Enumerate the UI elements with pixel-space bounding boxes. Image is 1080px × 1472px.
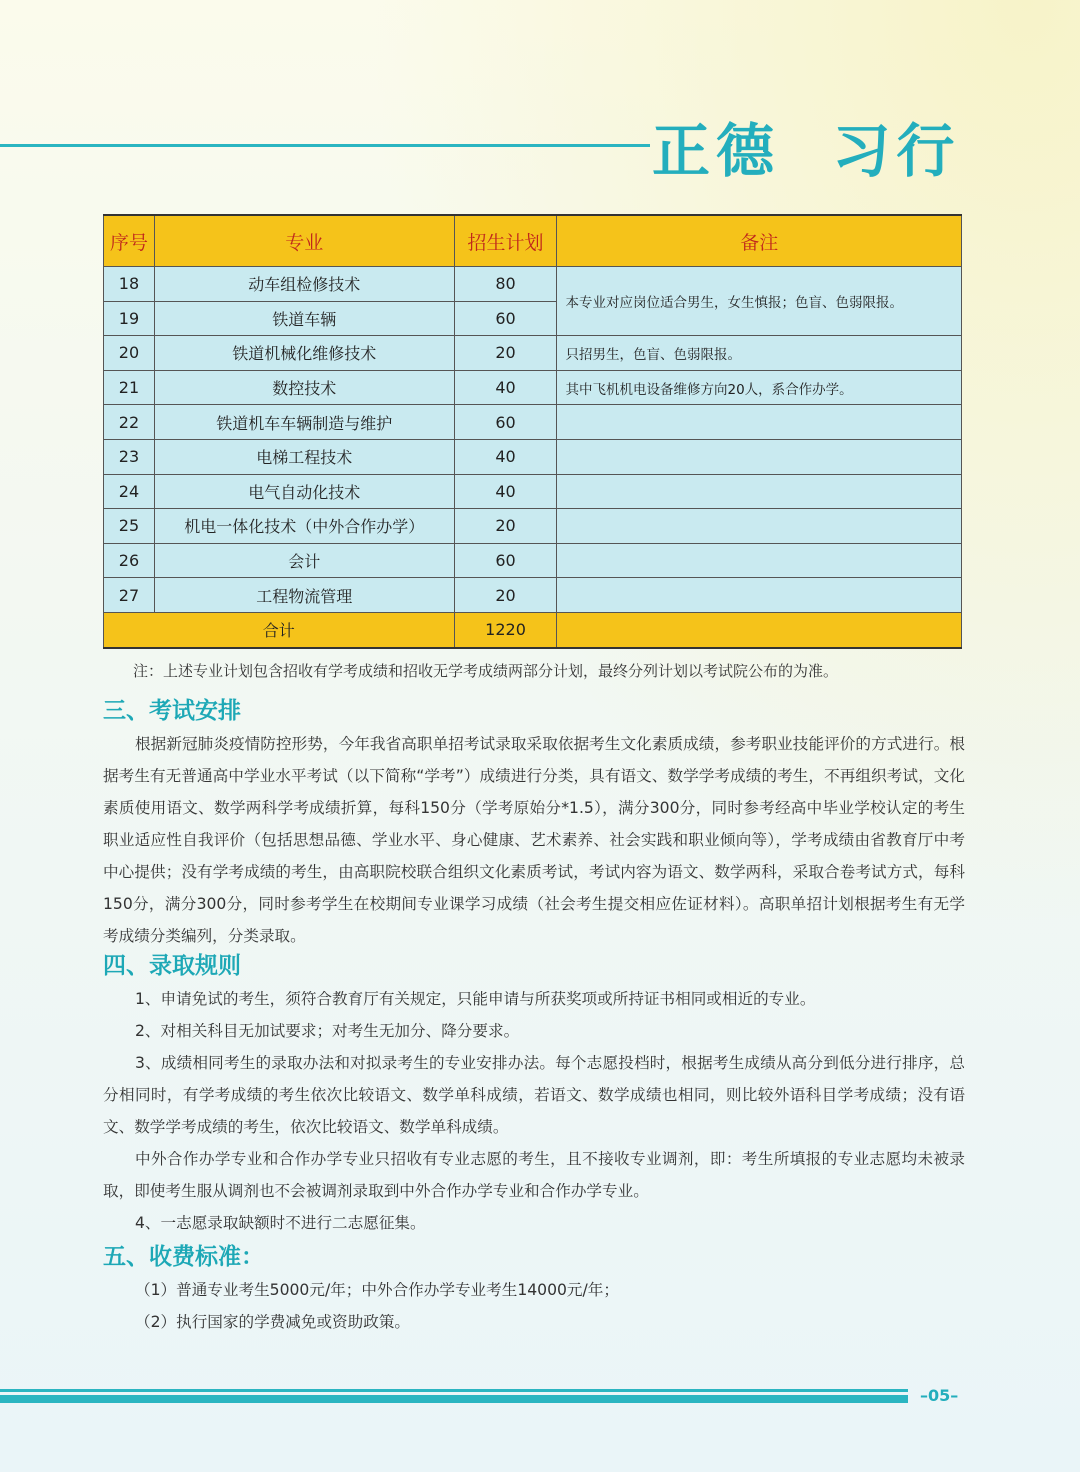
- header-no: 序号: [104, 215, 155, 267]
- row-plan: 60: [454, 405, 557, 440]
- row-plan: 20: [454, 578, 557, 613]
- row-major: 铁道机械化维修技术: [154, 336, 454, 371]
- row-remark: 只招男生，色盲、色弱限报。: [557, 336, 962, 371]
- table-row: [104, 578, 962, 613]
- row-remark: [557, 405, 962, 440]
- table-row: [104, 405, 962, 440]
- row-major: 数控技术: [154, 370, 454, 405]
- row-remark: [557, 509, 962, 544]
- enrollment-table: [103, 214, 962, 649]
- row-no: 25: [104, 509, 155, 544]
- row-no: 24: [104, 474, 155, 509]
- row-major: 会计: [154, 543, 454, 578]
- section-title: 三、考试安排: [103, 698, 241, 724]
- row-remark: [557, 578, 962, 613]
- row-plan: 80: [454, 267, 557, 302]
- row-major: 机电一体化技术（中外合作办学）: [154, 509, 454, 544]
- row-plan: 40: [454, 439, 557, 474]
- row-remark: 其中飞机机电设备维修方向20人，系合作办学。: [557, 370, 962, 405]
- section-title: 五、收费标准：: [103, 1244, 264, 1270]
- table-row: [104, 474, 962, 509]
- row-plan: 60: [454, 543, 557, 578]
- row-no: 19: [104, 301, 155, 336]
- header-remark: 备注: [557, 215, 962, 267]
- table-row: [104, 336, 962, 371]
- footer-bar: [0, 1389, 908, 1403]
- row-no: 22: [104, 405, 155, 440]
- table-row: [104, 370, 962, 405]
- row-major: 铁道机车车辆制造与维护: [154, 405, 454, 440]
- row-plan: 20: [454, 509, 557, 544]
- page-number: –05–: [920, 1386, 959, 1405]
- row-no: 20: [104, 336, 155, 371]
- row-major: 铁道车辆: [154, 301, 454, 336]
- section-exam-arrangement: [103, 694, 965, 952]
- header-line: [0, 144, 650, 147]
- table-footnote: 注：上述专业计划包含招收有学考成绩和招收无学考成绩两部分计划，最终分列计划以考试院公布的为准。: [133, 662, 839, 680]
- table-header-row: [104, 215, 962, 267]
- row-no: 18: [104, 267, 155, 302]
- total-remark: [557, 612, 962, 648]
- row-major: 工程物流管理: [154, 578, 454, 613]
- table-row: [104, 439, 962, 474]
- row-no: 21: [104, 370, 155, 405]
- row-plan: 40: [454, 474, 557, 509]
- row-major: 电梯工程技术: [154, 439, 454, 474]
- total-label: 合计: [104, 612, 455, 648]
- fee-item: （1）普通专业考生5000元/年；中外合作办学专业考生14000元/年；: [135, 1281, 619, 1299]
- table-row: [104, 509, 962, 544]
- row-no: 23: [104, 439, 155, 474]
- rule-item: 3、成绩相同考生的录取办法和对拟录考生的专业安排办法。每个志愿投档时，根据考生成绩从高分到低分进行排序，总分相同时，有学考成绩的考生依次比较语文、数学单科成绩，若语文、数学成绩也相同，则比较外语科目学考成绩；没有语文、数学学考成绩的考生，依次比较语文、数学单科成绩。: [103, 1054, 965, 1136]
- total-row: [104, 612, 962, 648]
- row-no: 27: [104, 578, 155, 613]
- rule-item: 4、一志愿录取缺额时不进行二志愿征集。: [135, 1214, 426, 1232]
- table-row: [104, 267, 962, 302]
- rule-item: 中外合作办学专业和合作办学专业只招收有专业志愿的考生，且不接收专业调剂，即：考生所填报的专业志愿均未被录取，即使考生服从调剂也不会被调剂录取到中外合作办学专业和合作办学专业。: [103, 1150, 965, 1200]
- section-admission-rules: [103, 949, 965, 1239]
- section-body: 根据新冠肺炎疫情防控形势，今年我省高职单招考试录取采取依据考生文化素质成绩，参考职业技能评价的方式进行。根据考生有无普通高中学业水平考试（以下简称“学考”）成绩进行分类，具有语文、数学学考成绩的考生，不再组织考试，文化素质使用语文、数学两科学考成绩折算，每科150分（学考原始分*1.5），满分300分，同时参考经高中毕业学校认定的考生职业适应性自我评价（包括思想品德、学业水平、身心健康、艺术素养、社会实践和职业倾向等），学考成绩由省教育厅中考中心提供；没有学考成绩的考生，由高职院校联合组织文化素质考试，考试内容为语文、数学两科，采取合卷考试方式，每科150分，满分300分，同时参考学生在校期间专业课学习成绩（社会考生提交相应佐证材料）。高职单招计划根据考生有无学考成绩分类编列，分类录取。: [103, 735, 965, 945]
- row-remark: 本专业对应岗位适合男生，女生慎报；色盲、色弱限报。: [557, 267, 962, 336]
- row-major: 电气自动化技术: [154, 474, 454, 509]
- row-plan: 40: [454, 370, 557, 405]
- header-major: 专业: [154, 215, 454, 267]
- row-major: 动车组检修技术: [154, 267, 454, 302]
- row-plan: 60: [454, 301, 557, 336]
- rule-item: 1、申请免试的考生，须符合教育厅有关规定，只能申请与所获奖项或所持证书相同或相近的专业。: [135, 990, 816, 1008]
- total-value: 1220: [454, 612, 557, 648]
- motto-title: 正德 习行: [652, 117, 961, 185]
- header-plan: 招生计划: [454, 215, 557, 267]
- rule-item: 2、对相关科目无加试要求；对考生无加分、降分要求。: [135, 1022, 520, 1040]
- section-fees: [103, 1240, 965, 1338]
- row-remark: [557, 474, 962, 509]
- section-title: 四、录取规则: [103, 953, 241, 979]
- row-remark: [557, 439, 962, 474]
- row-remark: [557, 543, 962, 578]
- table-row: [104, 543, 962, 578]
- fee-item: （2）执行国家的学费减免或资助政策。: [135, 1313, 411, 1331]
- row-plan: 20: [454, 336, 557, 371]
- row-no: 26: [104, 543, 155, 578]
